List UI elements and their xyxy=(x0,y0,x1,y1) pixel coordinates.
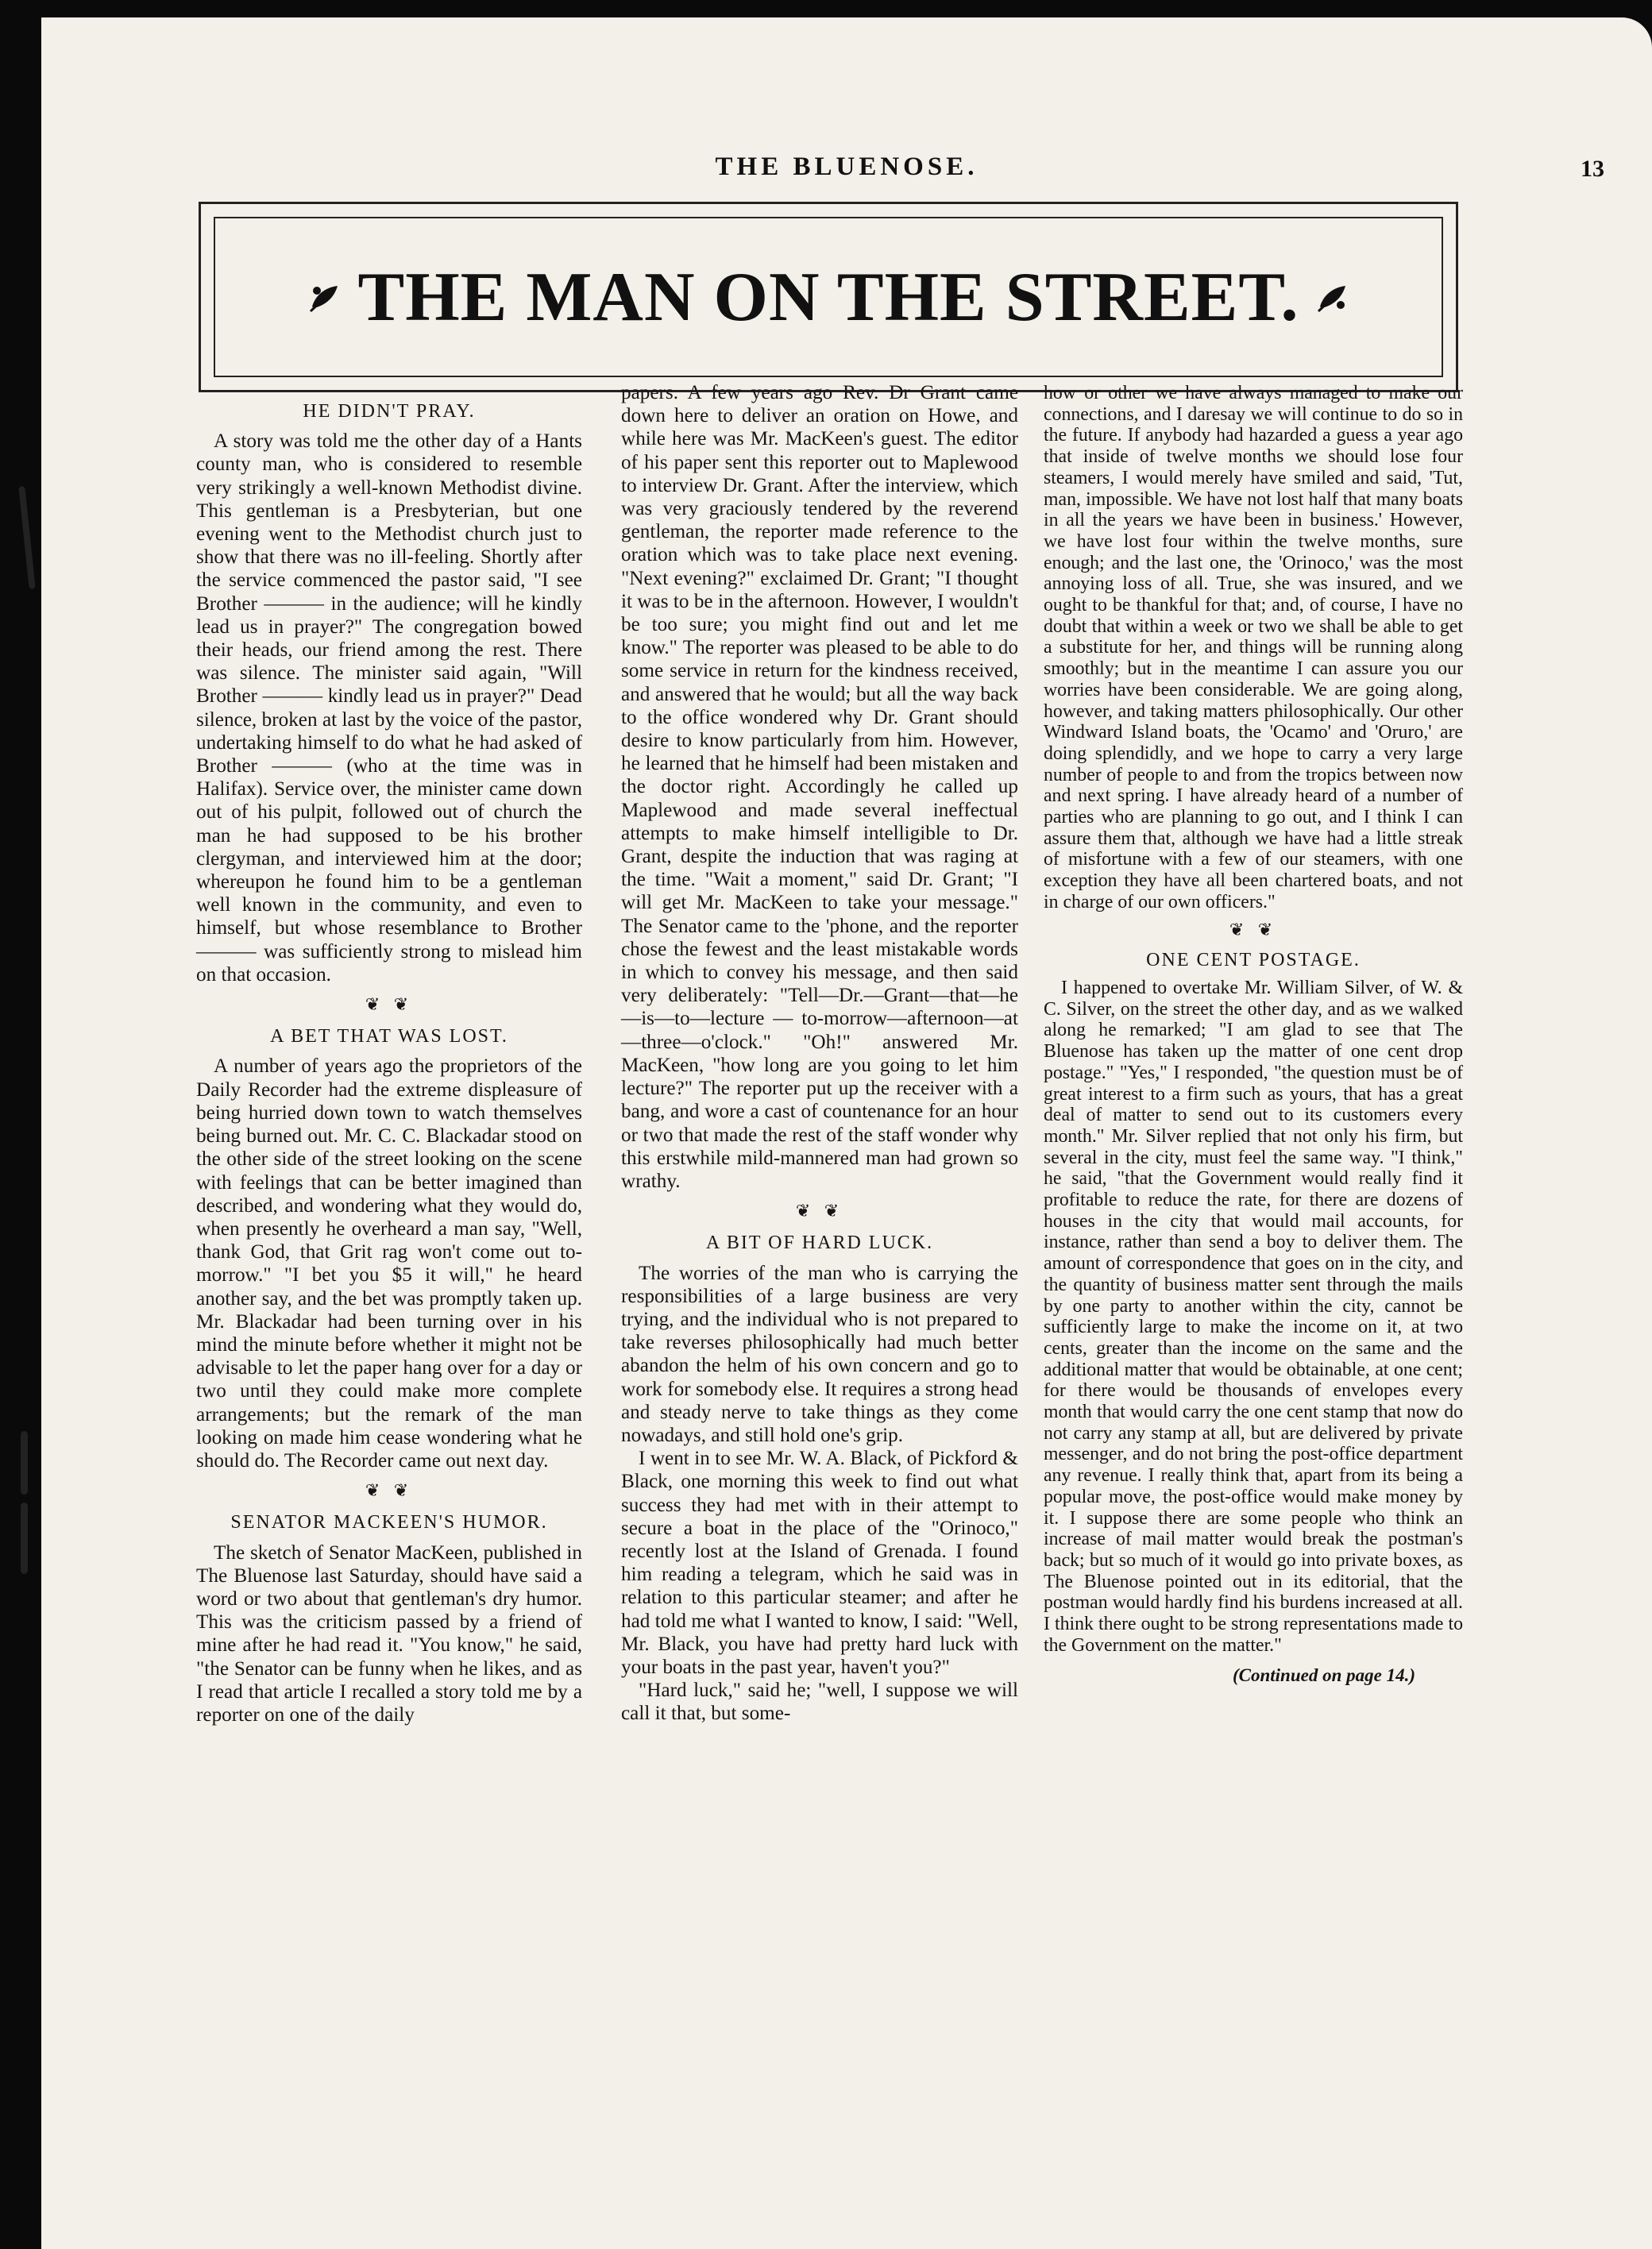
continued-paragraph: how or other we have always managed to make our connections, and I daresay we will continue to do so in the future. If anybody had hazarded a guess a year ago that inside of twelve months we should lose four steamers, I would merely have smiled and said, 'Tut, man, impossible. We have not lost half that many boats in all the years we have been in business.' However, we have lost four within the twelve months, sure enough; and the last one, the 'Orinoco,' was the most annoying loss of all. True, she was insured, and we ought to be thankful for that; and, of course, I have no doubt that within a week or two we shall be able to get a substitute for her, and things will be running along smoothly; but in the meantime I can assure you our worries have been considerable. We are going along, however, and taking matters philosophically. Our other Windward Island boats, the 'Ocamo' and 'Oruro,' are doing splendidly, and we hope to carry a very large number of people to and from the tropics between now and next spring. I have already heard of a number of parties who are planning to go out, and I think I can assure them that, although we have had a little streak of misfortune with a few of our steamers, with one exception they have all been chartered boats, and not in charge of our own officers." xyxy=(1044,383,1463,912)
page-header xyxy=(41,152,1652,200)
article-paragraph: The sketch of Senator MacKeen, published in The Bluenose last Saturday, should have said a word or two about that gentleman's dry humor. This was the criticism passed by a friend of mine after he had read it. "You know," he said, "the Senator can be funny when he likes, and as I read that article I recalled a story told me by a reporter on one of the daily xyxy=(196,1541,582,1726)
article-paragraph: A story was told me the other day of a Hants county man, who is considered to resemble very strikingly a well-known Methodist divine. This gentleman is a Presbyterian, but one evening went to the Methodist church just to show that there was no ill-feeling. Shortly after the service commenced the pastor said, "I see Brother ——— in the audience; will he kindly lead us in prayer?" The congregation bowed their heads, our friend among the rest. There was silence. The minister said again, "Will Brother ——— kindly lead us in prayer?" Dead silence, broken at last by the voice of the pastor, undertaking himself to do what he had asked of Brother ——— (who at the time was in Halifax). Service over, the minister came down out of his pulpit, followed out of church the man he had supposed to be his brother clergyman, and interviewed him at the door; whereupon he found him to be a gentleman well known in the community, and even to himself, but whose resemblance to Brother ——— was sufficiently strong to mislead him on that occasion. xyxy=(196,430,582,986)
newspaper-page xyxy=(41,17,1652,2249)
article-paragraph: "Hard luck," said he; "well, I suppose we will call it that, but some- xyxy=(621,1680,1018,1725)
article-headline: SENATOR MACKEEN'S HUMOR. xyxy=(230,1512,548,1533)
leaf-icon xyxy=(1315,280,1350,314)
fleuron-icon: ❦ ❦ xyxy=(1229,919,1278,939)
column-1 xyxy=(196,391,582,1726)
running-head: THE BLUENOSE. xyxy=(715,152,978,181)
fleuron-icon: ❦ ❦ xyxy=(365,1480,414,1501)
article-paragraph: I happened to overtake Mr. William Silver, of W. & C. Silver, on the street the other day, and as we walked along he remarked; "I am glad to see that The Bluenose has taken up the matter of one cent drop postage." "Yes," I responded, "the question must be of great interest to a firm such as yours, that has a great deal of matter to send out to its customers every month." Mr. Silver replied that not only his firm, but several in the city, must feel the same way. "I think," he said, "that the Government would really find it profitable to reduce the rate, for there are dozens of houses in the city that would mail accounts, for instance, rather than send a boy to deliver them. The amount of correspondence that goes on in the city, and the quantity of business matter sent through the mails by one party to another within the city, cannot be sufficiently large to make the income on it, at two cents, greater than the income on the same and the additional matter that would be obtainable, at one cent; for there would be thousands of envelopes every month that would carry the one cent stamp that now do not carry any stamp at all, but are delivered by private messenger, and do not bring the post-office department any revenue. I really think that, apart from its being a popular move, the post-office would make money by it. I suppose there are some people who think an increase of mail matter would break the postman's back; but so much of it would go into private boxes, as The Bluenose pointed out in its editorial, that the postman would hardly find his burdens increased at all. I think there ought to be strong representations made to the Government on the matter." xyxy=(1044,977,1463,1656)
leaf-icon xyxy=(307,280,342,314)
masthead-inner-frame xyxy=(214,217,1443,377)
article-headline: A BIT OF HARD LUCK. xyxy=(705,1233,934,1254)
continued-paragraph: papers. A few years ago Rev. Dr Grant came down here to deliver an oration on Howe, and while here was Mr. MacKeen's guest. The editor of his paper sent this reporter out to Maplewood to interview Dr. Grant. After the interview, which was very graciously tendered by the reverend gentleman, the reporter made reference to the oration which was to take place next evening. "Next evening?" exclaimed Dr. Grant; "I thought it was to be in the afternoon. However, I wouldn't be too sure; you might find out and let me know." The reporter was pleased to be able to do some service in return for the kindness received, and answered that he would; but all the way back to the office wondered why Dr. Grant should desire to know particularly from him. However, he learned that he himself had been mistaken and the doctor right. Accordingly he called up Maplewood and made several ineffectual attempts to make himself intelligible to Dr. Grant, despite the induction that was raging at the time. "Wait a moment," said Dr. Grant; "I will get Mr. MacKeen to take your message." The Senator came to the 'phone, and the reporter chose the fewest and the least mistakable words in which to convey his message, and then said very deliberately: "Tell—Dr.—Grant—that—he—is—to—lecture — to-morrow—afternoon—at—three—o'clock." "Oh!" answered Mr. MacKeen, "how long are you going to let him lecture?" The reporter put up the receiver with a bang, and wore a cast of countenance for an hour or two that made the rest of the staff wonder why this erstwhile mild-mannered man had grown so wrathy. xyxy=(621,382,1018,1192)
masthead-title: THE MAN ON THE STREET. xyxy=(357,258,1299,336)
page-number: 13 xyxy=(1581,156,1604,182)
continued-note: (Continued on page 14.) xyxy=(1232,1665,1415,1686)
column-2 xyxy=(621,381,1018,1726)
binding-mark-lower-2 xyxy=(21,1503,28,1574)
fleuron-icon: ❦ ❦ xyxy=(365,994,414,1015)
article-headline: A BET THAT WAS LOST. xyxy=(270,1026,508,1047)
article-paragraph: A number of years ago the proprietors of the Daily Recorder had the extreme displeasure of being hurried down town to watch themselves being burned out. Mr. C. C. Blackadar stood on the other side of the street looking on the scene with feelings that can be better imagined than described, and wondering what they would do, when presently he overheard a man say, "Well, thank God, that Grit rag won't come out to-morrow." "I bet you $5 it will," he heard another say, and the bet was promptly taken up. Mr. Blackadar had been turning over in his mind the minute before whether it might not be advisable to let the paper hang over for a day or two until they could make more complete arrangements; but the remark of the man looking on made him cease wondering what he should do. The Recorder came out next day. xyxy=(196,1055,582,1472)
masthead-banner xyxy=(199,202,1458,392)
binding-mark-top xyxy=(18,486,36,589)
binding-mark-lower-1 xyxy=(21,1431,28,1495)
article-paragraph: I went in to see Mr. W. A. Black, of Pickford & Black, one morning this week to find out what success they had met with in their attempt to secure a boat in the place of the "Orinoco," recently lost at the Island of Grenada. I found him reading a telegram, which he said was in relation to this particular steamer; and after he had told me what I wanted to know, I said: "Well, Mr. Black, you have had pretty hard luck with your boats in the past year, haven't you?" xyxy=(621,1448,1018,1678)
column-3 xyxy=(1044,383,1463,1687)
fleuron-icon: ❦ ❦ xyxy=(795,1201,844,1221)
article-paragraph: The worries of the man who is carrying the responsibilities of a large business are very trying, and the individual who is not prepared to take reverses philosophically had much better abandon the helm of his own concern and go to work for somebody else. It requires a strong head and steady nerve to take things as they come nowadays, and still hold one's grip. xyxy=(621,1262,1018,1446)
article-headline: ONE CENT POSTAGE. xyxy=(1146,950,1361,971)
article-headline: HE DIDN'T PRAY. xyxy=(303,401,476,422)
